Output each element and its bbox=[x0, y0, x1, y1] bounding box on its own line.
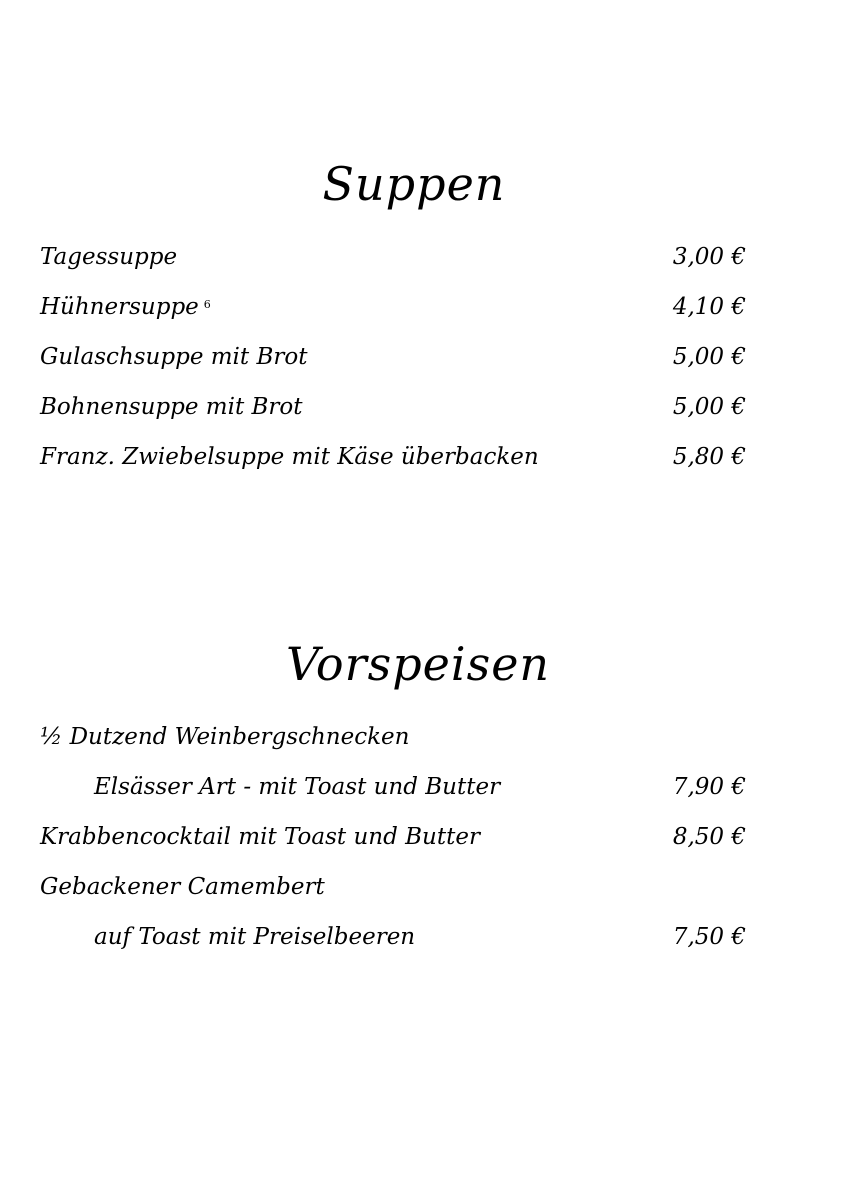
menu-item bbox=[40, 870, 746, 904]
menu-item bbox=[40, 440, 746, 474]
item-price: 5,00 € bbox=[672, 344, 746, 370]
item-name: Krabbencocktail mit Toast und Butter bbox=[40, 824, 480, 850]
section-title-vorspeisen: Vorspeisen bbox=[285, 637, 551, 691]
item-price: 5,80 € bbox=[672, 444, 746, 470]
item-price: 7,90 € bbox=[672, 774, 746, 800]
item-name: Franz. Zwiebelsuppe mit Käse überbacken bbox=[40, 444, 539, 470]
menu-item bbox=[40, 720, 746, 754]
item-name: auf Toast mit Preiselbeeren bbox=[94, 924, 416, 950]
menu-item bbox=[40, 820, 746, 854]
item-name: Gulaschsuppe mit Brot bbox=[40, 344, 308, 370]
menu-item bbox=[40, 240, 746, 274]
allergen-footnote: 6 bbox=[203, 298, 211, 311]
item-name: Tagessuppe bbox=[40, 244, 178, 270]
item-name: ½ Dutzend Weinbergschnecken bbox=[40, 724, 410, 750]
menu-item bbox=[40, 390, 746, 424]
menu-item-detail bbox=[40, 920, 746, 954]
menu-item-detail bbox=[40, 770, 746, 804]
item-name: Gebackener Camembert bbox=[40, 874, 325, 900]
item-price: 4,10 € bbox=[672, 294, 746, 320]
menu-item bbox=[40, 290, 746, 324]
item-name: Elsässer Art - mit Toast und Butter bbox=[94, 774, 501, 800]
item-name: Hühnersuppe $^6$ bbox=[40, 294, 211, 320]
menu-item bbox=[40, 340, 746, 374]
item-price: 7,50 € bbox=[672, 924, 746, 950]
item-price: 3,00 € bbox=[672, 244, 746, 270]
item-price: 5,00 € bbox=[672, 394, 746, 420]
item-name: Bohnensuppe mit Brot bbox=[40, 394, 303, 420]
item-price: 8,50 € bbox=[672, 824, 746, 850]
section-title-suppen: Suppen bbox=[322, 157, 506, 211]
